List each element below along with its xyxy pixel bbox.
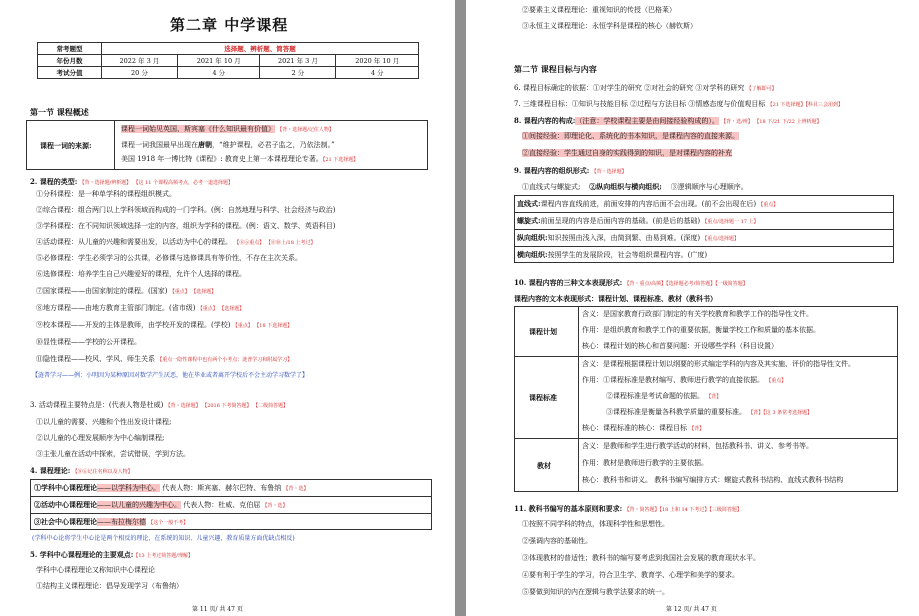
- table-cell: 核心：课程计划的核心和首要问题：开设哪些学科（科目设置）: [582, 342, 778, 350]
- list-item: ①间接经验：即理论化、系统化的书本知识，是课程内容的直接来源。: [522, 132, 739, 140]
- list-item: ②综合课程：组合两门以上学科领域而构成的一门学科。(例：自然地理与科学、社会经济与政治): [36, 206, 336, 214]
- list-item: ⑤要做到知识的内在逻辑与教学法要求的统一。: [522, 588, 669, 596]
- q11-heading: 11. 教科书编写的基本原则和要求: 【背・简答题】【18 上和 14 下考过】【三级简答题】: [514, 504, 742, 513]
- table-cell-year: 2022 年 3 月: [102, 55, 178, 67]
- table-row: 螺旋式:前面呈现的内容是后面内容的基础。(前是后的基础) 【重点/选择题一 17 上】: [517, 216, 759, 225]
- list-item: ⑨校本课程——开发的主体是教师，由学校开发的课程。(学校) 【重点】 【18 下选择题】: [36, 321, 293, 329]
- table-cell: 作用：①课程标准是教材编写、教师进行教学的直接依据。 【重点】: [582, 376, 787, 384]
- list-item: ④要有利于学生的学习，符合卫生学、教育学、心理学和美学的要求。: [522, 571, 739, 579]
- list-item: ①分科课程：是一种单学科的课程组织模式。: [36, 190, 176, 198]
- list-item: ③学科课程：在不同知识领域选择一定的内容，组织为学科的课程。(例：语文、数学、英语科目): [36, 222, 336, 230]
- list-item: ⑩显性课程——学校的公开课程。: [36, 338, 141, 346]
- note: (学科中心论将学生中心论是两个相反的理论，在系统的知识、儿童兴趣，教育质量方面优缺点相反): [32, 535, 295, 542]
- table-cell: 作用：教材是教师进行教学的主要依据。: [582, 459, 708, 467]
- table-cell-score: 20 分: [102, 67, 178, 79]
- q9-heading: 9. 课程内容的组织形式: 【背・选择题】: [514, 166, 627, 175]
- origin-line-2: 课程一词我国最早出现在唐朝，“维护课程，必君子监之，乃依法制。”: [121, 140, 335, 149]
- list-item: ③永恒主义课程理论：永恒学科是课程的核心（赫钦斯）: [522, 22, 697, 30]
- theory-heading: 4. 课程理论: 【⑧⑥记住名称以及人物】: [30, 466, 133, 475]
- types-heading: 2. 课程的类型: 【背・选择题/辨析题】 【这 11 个课程高频考点，必考一道选择题】: [30, 177, 234, 186]
- exam-info-table: [37, 42, 419, 79]
- list-item: ⑧地方课程——由地方教育主管部门制定。(省市级) 【重点】 【选择题】: [36, 304, 245, 312]
- table-cell-year: 2021 年 3 月: [260, 55, 336, 67]
- table-cell-label: 考试分值: [38, 67, 102, 79]
- section-title: 第二节 课程目标与内容: [514, 64, 597, 74]
- table-cell-question-types: 选择题、辨析题、简答题: [102, 43, 419, 55]
- q6-line: 6. 课程目标确定的依据：①对学生的研究 ②对社会的研究 ③对学科的研究 【了解即可】: [514, 84, 777, 92]
- paragraph: 学科中心课程理论又称知识中心课程论: [36, 566, 155, 574]
- q10-heading: 10. 课程内容的三种文本表现形式: 【背・重点/高频】【选择题必考/简答题】【一级简答题】: [514, 278, 748, 287]
- table-cell-label: 常考题型: [38, 43, 102, 55]
- document-page-12: [466, 0, 919, 616]
- list-item: ⑥选修课程：培养学生自己兴趣爱好的课程，允许个人选择的课程。: [36, 270, 246, 278]
- page-gutter: [455, 0, 466, 616]
- table-cell: 作用：是组织教育和教学工作的重要依据，衡量学校工作和质量的基本依据。: [582, 326, 820, 334]
- subject-view-heading: 5. 学科中心课程理论的主要观点:【13 上考过简答题/理解】: [30, 550, 193, 559]
- list-item: ①按照不同学科的特点，体现科学性和思想性。: [522, 520, 669, 528]
- table-cell: ③课程标准是衡量各科教学质量的重要标准。 【背】【这 3 条常考选择题】: [606, 408, 813, 416]
- chapter-title: 第二章 中学课程: [170, 16, 289, 34]
- list-item: ③体现教材的普适性；教科书的编写要考虑到我国社会发展的教育现状水平。: [522, 554, 760, 562]
- theory-row: ③社会中心课程理论——布拉梅尔德 【这个一般不考】: [34, 517, 189, 526]
- table-cell: 含义：是国家教育行政部门制定的有关学校教育和教学工作的指导性文件。: [582, 310, 813, 318]
- table-cell: 核心：教科书和讲义。 教科书编写编排方式：螺旋式教科书结构、直线式教科书结构: [582, 476, 844, 484]
- section-title: 第一节 课程概述: [30, 107, 89, 117]
- list-item: ①以儿童的需要、兴趣和个性出发设计课程;: [36, 418, 172, 426]
- origin-label: 课程一词的来源:: [40, 141, 92, 150]
- row-label: 课程标准: [529, 393, 557, 402]
- theory-row: ①学科中心课程理论——以学科为中心。 代表人物：斯宾塞、赫尔巴特、布鲁纳 【背・选】: [34, 483, 309, 492]
- list-item: ④活动课程：从儿童的兴趣和需要出发，以活动为中心的课程。 【⑧⑥重点】 【⑧⑩上/18 上考过】: [36, 238, 316, 246]
- table-cell-score: 4 分: [177, 67, 260, 79]
- origin-line-3: 美国 1918 年一博比特《课程》: 教育史上第一本课程理论专著。【21 下选择题】: [121, 155, 359, 163]
- list-item: ③主张儿童在活动中探索，尝试错误，学到方法。: [36, 450, 190, 458]
- table-cell-score: 2 分: [260, 67, 336, 79]
- org-forms: ①直线式与螺旋式; ②纵向组织与横向组织; ③逻辑顺序与心理顺序。: [522, 182, 748, 191]
- list-item: ⑤必修课程：学生必须学习的公共课，必修课与选修课具有等价性，不存在主次关系。: [36, 254, 302, 262]
- q7-line: 7. 三维课程目标：①知识与技能目标 ②过程与方法目标 ③情感态度与价值观目标 【21 下选择题】【科目三会用到】: [514, 100, 844, 108]
- table-cell: 含义：是课程根据课程计划以纲要的形式编定学科的内容及其实施、评价的指导性文件。: [582, 360, 855, 368]
- list-item: ②要素主义课程理论：重视知识的传授（巴格莱）: [522, 6, 676, 14]
- table-cell-score: 4 分: [336, 67, 419, 79]
- row-label: 教材: [537, 461, 551, 470]
- list-item: ②直接经验：学生通过自身的实践得到的知识，是对课程内容的补充: [522, 149, 732, 157]
- table-row: 纵向组织:知识按照由浅入深，由简到繁、由易到难。(深度) 【重点/选择题】: [517, 233, 739, 242]
- table-row: 直线式:课程内容直线前进，前面安排的内容后面不会出现。(前不会出现在后) 【重点】: [517, 199, 779, 208]
- origin-line-1: 课程一词始见英国、斯宾塞《什么知识最有价值》 【背・选择题/记住人物】: [121, 125, 334, 133]
- table-cell: ②课程标准是考试命题的依据。 【背】: [606, 392, 722, 400]
- table-row: 横向组织:按照学生的发展阶段，社会等组织课程内容。(广度): [517, 250, 708, 259]
- list-item: ②强调内容的基础性。: [522, 537, 592, 545]
- page-number: 第 11 页/ 共 47 页: [192, 606, 243, 613]
- page-number: 第 12 页/ 共 47 页: [666, 606, 717, 613]
- note: 【涟普学习——例：小明因为某种原因对数学产生厌恶，他在毕业或者离开学校后不会主动学习数学了】: [32, 372, 309, 379]
- table-cell: 核心：课程标准的核心：课程目标 【背】: [582, 424, 705, 432]
- table-cell-year: 2021 年 10 月: [177, 55, 260, 67]
- row-label: 课程计划: [529, 327, 557, 336]
- table-cell-label: 年份月数: [38, 55, 102, 67]
- q8-heading: 8. 课程内容的构成:（注意：学校课程主要是由间接经验构成的）。 【背・选/辨】 【18 下/21 下/22 上辨析题】: [514, 116, 822, 125]
- list-item: ⑪隐性课程——校风、学风、师生关系 【重点一隐性课程中也有两个小考点：涟普学习和附属学习】: [36, 355, 293, 363]
- list-item: ⑦国家课程——由国家制定的课程。(国家) 【重点】 【选择题】: [36, 287, 217, 295]
- theory-row: ②活动中心课程理论——以儿童的兴趣为中心。 代表人物：杜威、克伯屈 【背・选】: [34, 500, 288, 509]
- table-cell: 含义：是教师和学生进行教学活动的材料，包括教科书、讲义、参考书等。: [582, 442, 813, 450]
- list-item: ②以儿童的心理发展顺序为中心编制课程;: [36, 434, 165, 442]
- table-cell-year: 2020 年 10 月: [336, 55, 419, 67]
- paragraph: ①结构主义课程理论：倡导发现学习（布鲁纳）: [36, 582, 183, 590]
- q10-subheading: 课程内容的文本表现形式：课程计划、课程标准、教材（教科书）: [514, 294, 717, 303]
- activity-heading: 3. 活动课程主要特点是：(代表人物是杜威) 【背・选择题】 【2016 下考简答题】 【二级简答题】: [30, 401, 289, 409]
- document-page-11: [0, 0, 455, 616]
